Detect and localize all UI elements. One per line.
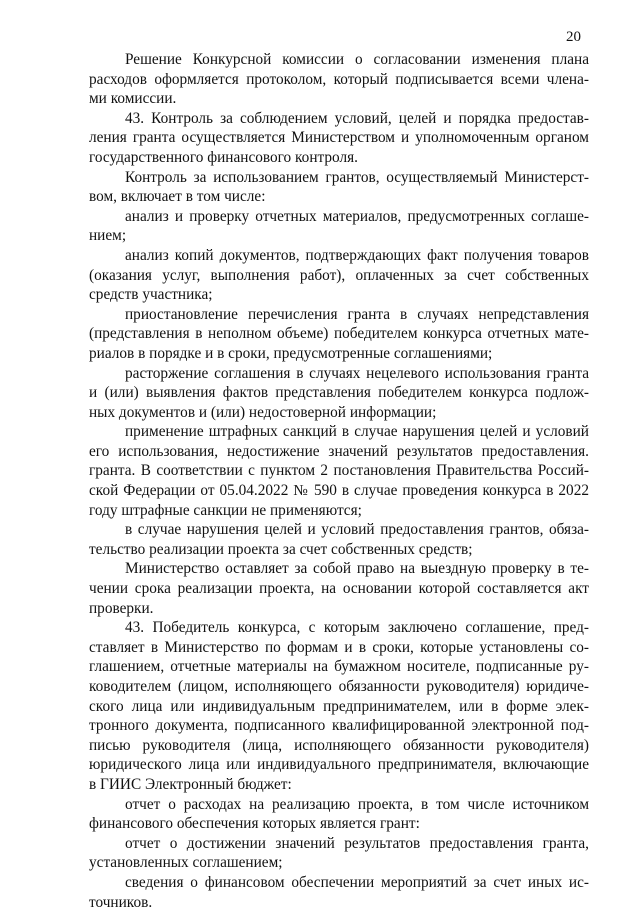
text-line: тельство реализации проекта за счет собственных средств; xyxy=(89,540,473,558)
text-line: его использования, недостижение значений результатов предоставления. xyxy=(89,442,589,460)
text-line: писью руководителя (лица, исполняющего обязанности руководителя) xyxy=(89,736,589,754)
text-line: чении срока реализации проекта, на основании которой составляется акт xyxy=(89,580,589,598)
text-line: установленных соглашением; xyxy=(89,854,283,872)
text-line: Контроль за использованием грантов, осуществляемый Министерст- xyxy=(125,168,589,186)
text-line: в ГИИС Электронный бюджет: xyxy=(89,775,292,793)
text-line: ми комиссии. xyxy=(89,90,177,108)
text-line: анализ копий документов, подтверждающих факт получения товаров xyxy=(125,246,589,264)
text-line: проверки. xyxy=(89,599,154,617)
text-line: (представления в неполном объеме) победителем конкурса отчетных мате- xyxy=(89,325,589,343)
text-line: сведения о финансовом обеспечении мероприятий за счет иных ис- xyxy=(125,873,589,891)
text-line: году штрафные санкции не применяются; xyxy=(89,501,362,519)
text-line: ского лица или индивидуальным предпринимателем, или в форме элек- xyxy=(89,697,589,715)
text-line: ставляет в Министерство по формам и в сроки, которые установлены со- xyxy=(89,638,589,656)
text-line: риалов в порядке и в сроки, предусмотренные соглашениями; xyxy=(89,344,493,362)
text-line: 43. Контроль за соблюдением условий, целей и порядка предостав- xyxy=(125,109,589,127)
text-line: глашением, отчетные материалы на бумажном носителе, подписанные ру- xyxy=(89,658,589,676)
text-line: отчет о достижении значений результатов предоставления гранта, xyxy=(125,834,589,852)
text-line: (оказания услуг, выполнения работ), оплаченных за счет собственных xyxy=(89,266,589,284)
text-line: 43. Победитель конкурса, с которым заключено соглашение, пред- xyxy=(125,619,589,637)
text-line: расходов оформляется протоколом, который подписывается всеми члена- xyxy=(89,70,589,88)
text-line: государственного финансового контроля. xyxy=(89,148,358,166)
text-line: средств участника; xyxy=(89,286,213,304)
text-line: приостановление перечисления гранта в случаях непредставления xyxy=(125,305,589,323)
text-line: ководителем (лицом, исполняющего обязанности руководителя) юридиче- xyxy=(89,678,589,695)
text-line: финансового обеспечения которых является грант: xyxy=(89,815,420,833)
text-line: в случае нарушения целей и условий предоставления грантов, обяза- xyxy=(125,521,589,539)
text-line: Решение Конкурсной комиссии о согласовании изменения плана xyxy=(125,51,589,68)
text-line: расторжение соглашения в случаях нецелевого использования гранта xyxy=(125,364,589,382)
text-line: Министерство оставляет за собой право на выездную проверку в те- xyxy=(125,560,589,578)
text-line: юридического лица или индивидуального предпринимателя, включающие xyxy=(89,756,589,774)
text-line: гранта. В соответствии с пунктом 2 постановления Правительства Россий- xyxy=(89,462,589,480)
text-line: вом, включает в том числе: xyxy=(89,188,266,206)
text-line: применение штрафных санкций в случае нарушения целей и условий xyxy=(125,423,589,441)
text-line: тронного документа, подписанного квалифицированной электронной под- xyxy=(89,717,589,735)
text-line: и (или) выявления фактов представления победителем конкурса подлож- xyxy=(89,384,589,402)
text-line: отчет о расходах на реализацию проекта, в том числе источником xyxy=(125,795,589,813)
text-line: нием; xyxy=(89,227,127,245)
document-body xyxy=(89,50,589,912)
text-line: ской Федерации от 05.04.2022 № 590 в случае проведения конкурса в 2022 xyxy=(89,482,589,500)
page-number: 20 xyxy=(566,29,581,45)
text-line: ления гранта осуществляется Министерством и уполномоченным органом xyxy=(89,129,589,147)
text-line: ных документов и (или) недостоверной информации; xyxy=(89,403,437,421)
text-line: анализ и проверку отчетных материалов, предусмотренных соглаше- xyxy=(125,207,589,225)
text-line: точников. xyxy=(89,893,153,911)
